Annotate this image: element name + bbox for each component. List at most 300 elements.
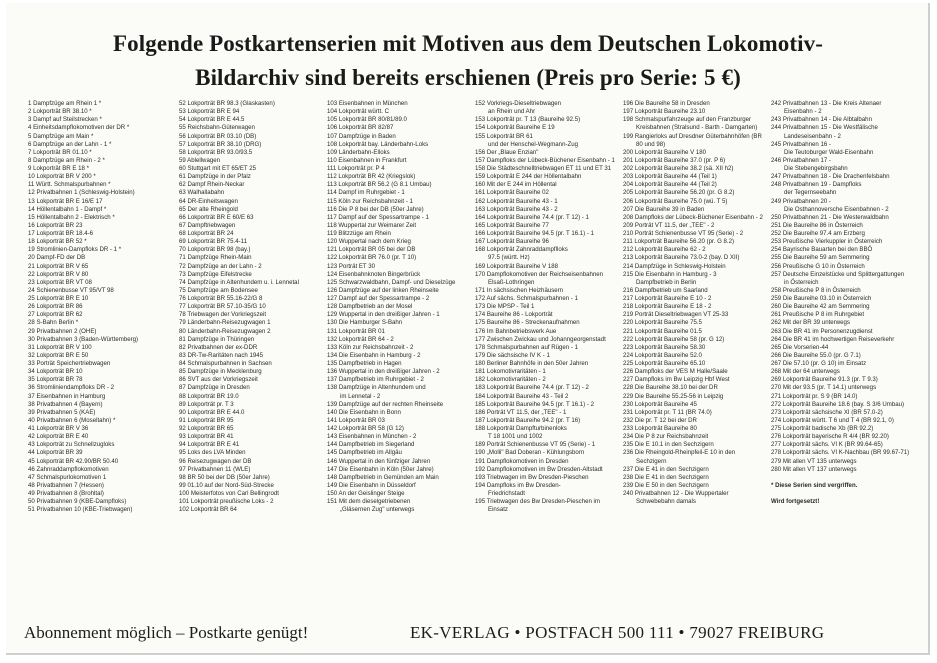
series-item: 80 und 98) xyxy=(636,140,666,148)
series-item: 244 Privatbahnen 15 - Die Westfälische xyxy=(771,124,878,132)
series-item: 160 Mit der E 244 im Höllental xyxy=(475,181,557,189)
series-item: 271 Lokporträt pr. S 9 (BR 14.0) xyxy=(771,392,858,400)
series-item: 87 Dampfzüge in Dresden xyxy=(179,384,250,392)
series-item: 32 Lokporträt BR E 50 xyxy=(28,351,89,359)
series-item: 153 Lokporträt pr. T 13 (Baureihe 92.5) xyxy=(475,116,581,124)
series-item: 249 Privatbahnen 20 - xyxy=(771,197,831,205)
series-item: 155 Lokporträt BR 61 xyxy=(475,132,533,140)
series-item: 175 Baureihe 86 - Streckenaufnahmen xyxy=(475,319,580,327)
series-item: 161 Lokporträt Baureihe 02 xyxy=(475,189,549,197)
series-item: 250 Privatbahnen 21 - Die Westerwaldbahn xyxy=(771,213,889,221)
series-item: 264 Die BR 41 im hochwertigen Reiseverkehr xyxy=(771,335,895,343)
series-item: 74 Dampfzüge in Altenhundem u. i. Lennetal xyxy=(179,278,299,286)
series-list xyxy=(28,100,908,620)
series-item: 205 Lokporträt Baureihe 56.20 (pr. G 8.2) xyxy=(623,189,735,197)
series-item: 146 Wuppertal in den fünfziger Jahren xyxy=(327,457,431,465)
series-item: 231 Lokporträt pr. T 11 (BR 74.0) xyxy=(623,408,712,416)
series-item: 182 Lokomotivraritäten - 2 xyxy=(475,376,546,384)
series-item: 224 Lokporträt Baureihe 52.0 xyxy=(623,351,702,359)
series-item: 31 Lokporträt BR V 100 xyxy=(28,343,92,351)
series-item: der Tegernseebahn xyxy=(784,189,837,197)
series-item: 162 Lokporträt Baureihe 43 - 1 xyxy=(475,197,558,205)
series-item: 25 Lokporträt BR E 10 xyxy=(28,295,89,302)
series-item: 188 Lokporträt Dampfturbinenloks xyxy=(475,425,567,432)
series-item: 71 Dampfzüge Rhein-Main xyxy=(179,254,252,262)
series-item: 127 Dampf auf der Spessartrampe - 2 xyxy=(327,295,430,302)
series-item: im Lennetal - 2 xyxy=(340,392,381,400)
series-item: Dampfbetrieb in Berlin xyxy=(636,278,697,286)
series-item: 164 Lokporträt Baureihe 74.4 (pr. T 12) - 1 xyxy=(475,213,589,221)
series-item: 167 Lokporträt Baureihe 96 xyxy=(475,238,549,246)
series-item: in Österreich xyxy=(784,278,819,286)
series-item: 186 Porträt VT 11.5, der „TEE" - 1 xyxy=(475,408,567,416)
series-item: 81 Dampfzüge in Thüringen xyxy=(179,335,255,343)
series-item: 73 Dampfzüge Eifelstrecke xyxy=(179,270,252,278)
series-item: 111 Lokporträt pr. P 4 xyxy=(327,165,385,172)
series-item: 30 Privatbahnen 3 (Baden-Württemberg) xyxy=(28,335,139,343)
series-item: 79 Länderbahn-Reisezugwagen 1 xyxy=(179,319,271,327)
series-item: 42 Lokporträt BR E 40 xyxy=(28,433,89,441)
series-item: 177 Zwischen Zwickau und Johanngeorgenstadt xyxy=(475,335,606,343)
series-item: 2 Lokporträt BR 38.10 * xyxy=(28,108,92,116)
series-item: 123 Porträt ET 30 xyxy=(327,262,375,270)
series-item: 253 Preußische Vierkuppler in Österreich xyxy=(771,238,883,246)
series-item: 226 Dampfloks der VES M Halle/Saale xyxy=(623,368,728,376)
series-item: 130 Die Hamburger S-Bahn xyxy=(327,319,403,327)
series-item: 183 Lokporträt Baureihe 74.4 (pr. T 12) - 2 xyxy=(475,384,589,392)
series-item: 19 Stromlinien-Dampfloks DR - 1 * xyxy=(28,246,122,254)
series-item: 26 Lokporträt BR 86 xyxy=(28,303,83,311)
series-item: 265 Die Vorserien-44 xyxy=(771,343,829,351)
series-item: 246 Privatbahnen 17 - xyxy=(771,156,831,164)
series-item: 70 Lokporträt BR 98 (bay.) xyxy=(179,246,251,254)
series-item: 61 Dampfzüge in der Pfalz xyxy=(179,173,251,181)
series-item: 232 Die pr. T 12 bei der DR xyxy=(623,416,697,424)
series-item: 85 Dampfzüge in Mecklenburg xyxy=(179,368,262,376)
series-item: 11 Württ. Schmalspurbahnen * xyxy=(28,181,111,189)
series-item: 218 Lokporträt Baureihe E 18 - 2 xyxy=(623,303,712,311)
series-item: 78 Triebwagen der Vorkriegszeit xyxy=(179,311,267,319)
series-item: 262 Mit der BR 39 unterwegs xyxy=(771,319,850,327)
series-item: 273 Lokporträt sächsische XI (BR 57.0-2) xyxy=(771,408,883,416)
series-item: 173 Die MPSP - Teil 1 xyxy=(475,303,535,311)
series-item: 225 Lokporträt Baureihe 65.10 xyxy=(623,360,706,367)
series-item: 216 Dampfbetrieb um Saarland xyxy=(623,286,708,294)
series-item: 72 Dampfzüge an der Lahn - 2 xyxy=(179,262,262,270)
series-item: 220 Lokporträt Baureihe 75.5 xyxy=(623,319,702,327)
series-item: 207 Die Baureihe 39 in Baden xyxy=(623,205,705,213)
series-item: 209 Porträt VT 11.5, der „TEE" - 2 xyxy=(623,221,715,229)
series-item: 148 Dampfbetrieb in Gemünden am Main xyxy=(327,473,439,481)
series-item: 179 Die sächsische IV K - 1 xyxy=(475,351,550,359)
series-item: 41 Lokporträt BR V 36 xyxy=(28,425,89,432)
series-item: 229 Die Baureihe 55.25-56 in Leipzig xyxy=(623,392,724,400)
series-item: 6 Dampfzüge an der Lahn - 1 * xyxy=(28,140,112,148)
series-item: 84 Schmalspurbahnen in Sachsen xyxy=(179,360,272,367)
series-item: 190 „Molli" Bad Doberan - Kühlungsborn xyxy=(475,449,585,457)
series-item: 34 Lokporträt BR 10 xyxy=(28,368,83,376)
series-item: 202 Lokporträt Baureihe 38.2 (sä. XII h2) xyxy=(623,165,734,172)
spacer xyxy=(771,474,909,482)
series-item: 3 Dampf auf Steilstrecken * xyxy=(28,116,102,124)
series-column-2 xyxy=(179,100,299,514)
heading-line-2: Bildarchiv sind bereits erschienen (Preis pro Serie: 5 €) xyxy=(195,65,741,90)
series-item: 251 Die Baureihe 86 in Österreich xyxy=(771,221,863,229)
series-item: 191 Dampflokomotiven in Dresden xyxy=(475,457,569,465)
series-item: 20 Dampf-FD der DB xyxy=(28,254,86,262)
series-item: 103 Eisenbahnen in München xyxy=(327,100,408,107)
series-item: 8 Dampfzüge am Rhein - 2 * xyxy=(28,156,105,164)
series-item: 242 Privatbahnen 13 - Die Kreis Altenaer xyxy=(771,100,882,107)
series-item: 212 Lokporträt Baureihe 62 - 2 xyxy=(623,246,706,254)
series-item: 184 Lokporträt Baureihe 43 - Teil 2 xyxy=(475,392,569,400)
series-item: 10 Lokporträt BR V 200 * xyxy=(28,173,96,181)
series-item: 247 Privatbahnen 18 - Die Drachenfelsbahn xyxy=(771,173,890,181)
series-item: 90 Lokporträt BR E 44.0 xyxy=(179,408,245,416)
series-item: 54 Lokporträt BR E 44.5 xyxy=(179,116,245,124)
series-item: „Gläsernen Zug" unterwegs xyxy=(340,506,415,514)
series-item: 55 Reichsbahn-Güterwagen xyxy=(179,124,255,132)
series-item: 36 Stromliniendampfloks DR - 2 xyxy=(28,384,115,392)
series-item: 236 Die Rheingold-Rheinpfeil-E 10 in den xyxy=(623,449,736,457)
series-item: 194 Dampfloks im Bw Dresden- xyxy=(475,481,561,489)
series-item: 97.5 (württ. Hz) xyxy=(488,254,530,262)
series-item: 234 Die P 8 zur Reichsbahnzeit xyxy=(623,433,709,441)
series-item: 230 Lokporträt Baureihe 45 xyxy=(623,400,697,408)
series-item: 99 01.10 auf der Nord-Süd-Strecke xyxy=(179,481,274,489)
series-item: 269 Lokporträt Baureihe 91.3 (pr. T 9.3) xyxy=(771,376,878,384)
series-item: 57 Lokporträt BR 38.10 (DRG) xyxy=(179,140,262,148)
series-item: 93 Lokporträt BR 41 xyxy=(179,433,234,441)
series-item: 274 Lokporträt württ. T 6 und T 4 (BR 92.1, 0) xyxy=(771,416,894,424)
series-item: 92 Lokporträt BR 65 xyxy=(179,425,234,432)
series-item: 185 Lokporträt Baureihe 94.5 (pr. T 16.1) - 2 xyxy=(475,400,595,408)
series-item: 43 Lokporträt zu Schnellzugloks xyxy=(28,441,115,449)
series-item: 126 Dampfzüge auf der linken Rheinseite xyxy=(327,286,439,294)
series-item: 62 Dampf Rhein-Neckar xyxy=(179,181,245,189)
series-item: 16 Lokporträt BR 23 xyxy=(28,221,83,229)
series-item: 122 Lokporträt BR 76.0 (pr. T 10) xyxy=(327,254,417,262)
series-item: 197 Lokporträt Baureihe 23.10 xyxy=(623,108,706,116)
series-item: 172 Auf sächs. Schmalspurbahnen - 1 xyxy=(475,295,578,302)
series-item: Elsaß-Lothringen xyxy=(488,278,535,286)
series-item: 44 Lokporträt BR 39 xyxy=(28,449,83,457)
series-item: 243 Privatbahnen 14 - Die Albtalbahn xyxy=(771,116,872,124)
series-item: 267 Die 57.10 (pr. G 10) im Einsatz xyxy=(771,360,867,367)
series-item: 181 Lokomotivraritäten - 1 xyxy=(475,368,546,376)
series-item: Einsatz xyxy=(488,506,508,514)
series-item: 187 Lokporträt Baureihe 94.2 (pr. T 16) xyxy=(475,416,581,424)
series-item: 4 Einheitsdampflokomotiven der DR * xyxy=(28,124,130,132)
series-item: 237 Die E 41 in den Sechzigern xyxy=(623,465,709,473)
series-item: 86 SVT aus der Vorkriegszeit xyxy=(179,376,258,384)
series-item: 193 Triebwagen im Bw Dresden-Pieschen xyxy=(475,473,589,481)
series-item: 89 Lokporträt pr. T 3 xyxy=(179,400,234,408)
series-item: 124 Eisenbahnknoten Bingerbrück xyxy=(327,270,421,278)
series-item: 115 Köln zur Reichsbahnzeit - 1 xyxy=(327,197,413,205)
series-item: 248 Privatbahnen 19 - Dampfloks xyxy=(771,181,862,189)
series-item: 75 Dampfzüge am Bodensee xyxy=(179,286,258,294)
series-column-6 xyxy=(771,100,909,506)
series-item: 121 Lokporträt BR 05 bei der DB xyxy=(327,246,416,254)
series-item: Landeseisenbahn - 2 xyxy=(784,132,841,140)
series-item: 12 Privatbahnen 1 (Schleswig-Holstein) xyxy=(28,189,135,197)
series-item: 24 Schienenbusse VT 95/VT 98 xyxy=(28,286,114,294)
series-item: 66 Lokporträt BR E 60/E 63 xyxy=(179,213,254,221)
series-item: 261 Preußische P 8 im Ruhrgebiet xyxy=(771,311,865,319)
series-item: 280 Mit allen VT 137 unterwegs xyxy=(771,465,857,473)
series-item: 192 Dampflokomotiven im Bw Dresden-Altstadt xyxy=(475,465,603,473)
series-item: 195 Triebwagen des Bw Dresden-Pieschen im xyxy=(475,498,600,506)
series-item: 112 Lokporträt BR 42 (Kriegslok) xyxy=(327,173,416,181)
series-item: 5 Dampfzüge am Main * xyxy=(28,132,94,140)
series-item: 163 Lokporträt Baureihe 43 - 2 xyxy=(475,205,558,213)
subscription-note: Abonnement möglich – Postkarte genügt! xyxy=(24,623,309,642)
series-item: 200 Lokporträt Baureihe V 180 xyxy=(623,148,707,156)
series-item: 132 Lokporträt BR 64 - 2 xyxy=(327,335,394,343)
series-item: 134 Die Eisenbahn in Hamburg - 2 xyxy=(327,351,421,359)
series-item: 28 S-Bahn Berlin * xyxy=(28,319,79,327)
series-item: 117 Dampf auf der Spessartrampe - 1 xyxy=(327,213,429,221)
series-item: 131 Lokporträt BR 01 xyxy=(327,327,385,335)
series-item: 233 Lokporträt Baureihe 80 xyxy=(623,425,697,432)
series-item: 196 Die Baureihe 58 in Dresden xyxy=(623,100,710,107)
series-item: 88 Lokporträt BR 19.0 xyxy=(179,392,239,400)
list-note: * Diese Serien sind vergriffen. xyxy=(771,481,858,489)
series-item: Schwebebahn damals xyxy=(636,498,696,506)
series-item: 170 Dampflokomotiven der Reichseisenbahnen xyxy=(475,270,604,278)
series-item: 157 Dampfloks der Lübeck-Büchener Eisenbahn - 1 xyxy=(475,156,615,164)
series-column-4 xyxy=(475,100,615,514)
series-item: 208 Dampfloks der Lübeck-Büchener Eisenbahn - 2 xyxy=(623,213,763,221)
postcard-list-sheet xyxy=(6,3,930,655)
series-item: 278 Lokporträt sächs. VI K-Nachbau (BR 99.67-71) xyxy=(771,449,910,457)
series-column-5 xyxy=(623,100,763,506)
series-item: 165 Lokporträt Baureihe 77 xyxy=(475,221,549,229)
series-column-1 xyxy=(28,100,138,514)
series-item: 38 Privatbahnen 4 (Bayern) xyxy=(28,400,103,408)
series-item: 145 Dampfbetrieb im Allgäu xyxy=(327,449,402,457)
series-item: 69 Lokporträt BR 75.4-11 xyxy=(179,238,247,246)
series-item: 260 Die Baureihe 42 am Semmering xyxy=(771,303,870,311)
series-item: 114 Dampf im Ruhrgebiet - 1 xyxy=(327,189,405,197)
series-item: 108 Lokporträt bay. Länderbahn-Loks xyxy=(327,140,429,148)
series-item: 149 Die Eisenbahn in Düsseldorf xyxy=(327,481,416,489)
series-item: 137 Dampfbetrieb im Ruhrgebiet - 2 xyxy=(327,376,424,384)
series-item: 129 Wuppertal in den dreißiger Jahren - 1 xyxy=(327,311,440,319)
series-item: 100 Meisterfotos von Carl Bellingrodt xyxy=(179,490,279,497)
series-item: 211 Lokporträt Baureihe 56.20 (pr. G 8.2) xyxy=(623,238,734,246)
series-item: 263 Die BR 41 im Personenzugdienst xyxy=(771,327,873,335)
series-item: 140 Die Eisenbahn in Bonn xyxy=(327,408,401,416)
series-item: 14 Höllentalbahn 1 - Dampf * xyxy=(28,205,107,213)
series-item: 118 Wuppertal zur Weimarer Zeit xyxy=(327,221,417,229)
series-item: 189 Porträt Schienenbusse VT 95 (Serie) - 1 xyxy=(475,441,596,449)
series-item: 29 Privatbahnen 2 (OHE) xyxy=(28,327,97,335)
series-item: 219 Porträt Dieseltriebwagen VT 25-33 xyxy=(623,311,729,319)
series-item: 7 Lokporträt BR 01.10 * xyxy=(28,148,92,156)
series-item: 235 Die E 10.1 in den Sechzigern xyxy=(623,441,714,449)
series-item: 266 Die Baureihe 55.0 (pr. G 7.1) xyxy=(771,351,861,359)
series-item: 133 Köln zur Reichsbahnzeit - 2 xyxy=(327,343,414,351)
series-item: 240 Privatbahnen 12 - Die Wuppertaler xyxy=(623,490,729,497)
series-item: 270 Mit der 93.5 (pr. T 14.1) unterwegs xyxy=(771,384,877,392)
series-item: 259 Die Baureihe 03.10 in Österreich xyxy=(771,295,872,302)
series-item: 256 Preußische G 10 in Österreich xyxy=(771,262,865,270)
series-item: 46 Zahnraddampflokomotiven xyxy=(28,465,109,473)
series-item: 272 Lokporträt Baureihe 18.6 (bay. S 3/6 Umbau) xyxy=(771,400,905,408)
series-item: Friedrichstadt xyxy=(488,490,525,497)
series-item: 107 Dampfzüge in Baden xyxy=(327,132,396,140)
series-item: 178 Schmalspurbahnen auf Rügen - 1 xyxy=(475,343,578,351)
series-item: 166 Lokporträt Baureihe 94.5 (pr. T 16.1) - 1 xyxy=(475,230,595,237)
series-item: 158 Die Städteschnelltriebwagen ET 11 und ET 31 xyxy=(475,165,612,172)
series-item: 143 Eisenbahnen in München - 2 xyxy=(327,433,417,441)
series-item: 169 Lokporträt Baureihe V 188 xyxy=(475,262,559,270)
series-item: 22 Lokporträt BR V 80 xyxy=(28,270,89,278)
series-item: 80 Länderbahn-Reisezugwagen 2 xyxy=(179,327,271,335)
series-item: 180 Berliner Bahnhöfe in den 50er Jahren xyxy=(475,360,589,367)
series-item: 141 Lokporträt BR 03 xyxy=(327,416,385,424)
series-item: 144 Dampfbetrieb im Siegerland xyxy=(327,441,415,449)
series-item: 77 Lokporträt BR 57.10-35/G 10 xyxy=(179,303,266,311)
series-item: 142 Lokporträt BR 58 (G 12) xyxy=(327,425,404,432)
series-item: 9 Lokporträt BR E 18 * xyxy=(28,165,89,172)
series-item: 257 Deutsche Einzelstücke und Splittergattungen xyxy=(771,270,905,278)
series-item: T 18 1001 und 1002 xyxy=(488,433,543,441)
series-item: 35 Lokporträt BR 78 xyxy=(28,376,83,384)
series-item: 17 Lokporträt BR 18.4-6 xyxy=(28,230,94,237)
series-item: 109 Länderbahn-Elloks xyxy=(327,148,390,156)
series-item: 255 Die Baureihe 59 am Semmering xyxy=(771,254,870,262)
series-item: 252 Die Baureihe 97.4 am Erzberg xyxy=(771,230,865,237)
series-item: 39 Privatbahnen 5 (KAE) xyxy=(28,408,96,416)
series-column-3 xyxy=(327,100,455,514)
series-item: 65 Der alte Rheingold xyxy=(179,205,238,213)
series-item: 217 Lokporträt Baureihe E 10 - 2 xyxy=(623,295,712,302)
series-item: 40 Privatbahnen 6 (Moseltahn) * xyxy=(28,416,116,424)
series-item: 176 Im Bahnbetriebswerk Aue xyxy=(475,327,557,335)
series-item: 198 Schmalspurfahrzeuge auf den Franzburger xyxy=(623,116,752,124)
series-item: 63 Walhallabahn xyxy=(179,189,225,197)
series-item: 52 Lokporträt BR 98.3 (Glaskasten) xyxy=(179,100,275,107)
series-item: 223 Lokporträt Baureihe 58.30 xyxy=(623,343,706,351)
series-item: 37 Eisenbahnen in Hamburg xyxy=(28,392,106,400)
series-item: 113 Lokporträt BR 56.2 (G 8.1 Umbau) xyxy=(327,181,432,189)
series-item: 214 Dampfzüge in Schleswig-Holstein xyxy=(623,262,726,270)
series-item: 18 Lokporträt BR 52 * xyxy=(28,238,87,246)
series-item: 60 Stuttgart mit ET 65/ET 25 xyxy=(179,165,257,172)
series-item: 277 Lokporträt sächs. VI K (BR 99.64-65) xyxy=(771,441,883,449)
series-item: 275 Lokporträt badische Xb (BR 92.2) xyxy=(771,425,874,432)
series-item: 139 Dampfzüge auf der rechten Rheinseite xyxy=(327,400,444,408)
series-item: 199 Rangierloks auf Dresdner Güterbahnhöfen (BR xyxy=(623,132,762,140)
series-item: 48 Privatbahnen 7 (Hessen) xyxy=(28,481,104,489)
series-item: 156 Der „Blaue Enzian" xyxy=(475,148,539,156)
series-item: 91 Lokporträt BR 95 xyxy=(179,416,234,424)
series-item: 116 Die P 8 bei der DB (50er Jahre) xyxy=(327,205,424,213)
series-item: 136 Wuppertal in den dreißiger Jahren - 2 xyxy=(327,368,440,376)
series-item: 97 Privatbahnen 11 (WLE) xyxy=(179,465,251,473)
series-item: 210 Porträt Schienenbusse VT 95 (Serie) - 2 xyxy=(623,230,744,237)
series-item: 254 Bayrische Bauarten bei den BBÖ xyxy=(771,246,873,254)
series-item: 206 Lokporträt Baureihe 75.0 (wü. T 5) xyxy=(623,197,728,205)
series-item: 128 Dampfbetrieb an der Mosel xyxy=(327,303,413,311)
series-item: Die Teutoburger Wald-Eisenbahn xyxy=(784,148,874,156)
series-item: 152 Vorkriegs-Dieseltriebwagen xyxy=(475,100,562,107)
series-item: 154 Lokporträt Baureihe E 19 xyxy=(475,124,555,132)
series-item: 174 Baureihe 86 - Lokporträt xyxy=(475,311,553,319)
series-item: 222 Lokporträt Baureihe 58 (pr. G 12) xyxy=(623,335,725,343)
series-item: 258 Preußische P 8 in Österreich xyxy=(771,286,861,294)
series-item: Kreisbahnen (Stralsund - Barth - Damgarten) xyxy=(636,124,758,132)
series-item: 56 Lokporträt BR 03.10 (DB) xyxy=(179,132,257,140)
publisher-address: EK-VERLAG • POSTFACH 500 111 • 79027 FREIBURG xyxy=(410,623,825,642)
series-item: 268 Mit der 64 unterwegs xyxy=(771,368,840,376)
series-item: 120 Wuppertal nach dem Krieg xyxy=(327,238,411,246)
series-item: 203 Lokporträt Baureihe 44 (Teil 1) xyxy=(623,173,717,181)
series-item: Die Osthannoversche Eisenbahnen - 2 xyxy=(784,205,889,213)
series-item: 59 Ablellwagen xyxy=(179,156,220,164)
series-item: 21 Lokporträt BR V 65 xyxy=(28,262,89,270)
series-item: 13 Lokporträt BR E 16/E 17 xyxy=(28,197,103,205)
series-item: 102 Lokporträt BR 64 xyxy=(179,506,237,514)
series-item: 50 Privatbahnen 9 (KBE-Dampfloks) xyxy=(28,498,127,506)
series-item: 83 DR-Tw-Raritäten nach 1945 xyxy=(179,351,263,359)
series-item: 33 Porträt Speichertriebwagen xyxy=(28,360,111,367)
series-item: 82 Privatbahnen der ex-DDR xyxy=(179,343,258,351)
list-note: Wird fortgesetzt! xyxy=(771,498,820,506)
series-item: 221 Lokporträt Baureihe 01.5 xyxy=(623,327,702,335)
series-item: 204 Lokporträt Baureihe 44 (Teil 2) xyxy=(623,181,717,189)
series-item: 58 Lokporträt BR 93.0/93.5 xyxy=(179,148,253,156)
series-item: 101 Lokporträt preußische Loks - 2 xyxy=(179,498,274,506)
series-item: an Rhein und Ahr xyxy=(488,108,536,116)
series-item: 53 Lokporträt BR E 94 xyxy=(179,108,240,116)
series-item: Die Stebengebirgsbahn xyxy=(784,165,848,172)
series-item: 105 Lokporträt BR 80/81/89.0 xyxy=(327,116,407,124)
series-item: Eisenbahn - 2 xyxy=(784,108,822,116)
series-item: 228 Die Baureihe 38.10 bei der DR xyxy=(623,384,718,392)
page-heading xyxy=(6,27,930,95)
series-item: 104 Lokporträt württ. C xyxy=(327,108,389,116)
heading-line-1: Folgende Postkartenserien mit Motiven aus dem Deutschen Lokomotiv- xyxy=(113,31,823,56)
series-item: 106 Lokporträt BR 82/87 xyxy=(327,124,394,132)
series-item: 98 BR 50 bei der DB (50er Jahre) xyxy=(179,473,270,481)
series-item: 110 Eisenbahnen in Frankfurt xyxy=(327,156,407,164)
series-item: 168 Lokporträt Zahnraddampflloks xyxy=(475,246,568,254)
series-item: 213 Lokporträt Baureihe 73.0-2 (bay. D XII) xyxy=(623,254,740,262)
series-item: 279 Mit allen VT 135 unterwegs xyxy=(771,457,857,465)
series-item: 227 Dampfloks im Bw Leipzig Hbf West xyxy=(623,376,730,384)
series-item: 94 Lokporträt BR E 41 xyxy=(179,441,240,449)
series-item: Sechzigern xyxy=(636,457,667,465)
series-item: 67 Dampftriebwagen xyxy=(179,221,236,229)
series-item: 47 Schmalspurlokomotiven 1 xyxy=(28,473,107,481)
series-item: 76 Lokporträt BR 55.16-22/G 8 xyxy=(179,295,263,302)
series-item: 68 Lokporträt BR 24 xyxy=(179,230,234,237)
series-item: 276 Lokporträt bayerische R 4/4 (BR 92.20) xyxy=(771,433,889,441)
series-item: 201 Lokporträt Baureihe 37.0 (pr. P 6) xyxy=(623,156,726,164)
series-item: 245 Privatbahnen 16 - xyxy=(771,140,831,148)
series-item: 159 Lokporträt E 244 der Höllentalbahn xyxy=(475,173,582,181)
series-item: 49 Privatbahnen 8 (Brohltal) xyxy=(28,490,104,497)
series-item: 171 In sächsischen Heizhäusern xyxy=(475,286,564,294)
series-item: 1 Dampfzüge am Rhein 1 * xyxy=(28,100,102,107)
series-item: 45 Lokporträt BR 42.90/BR 50.40 xyxy=(28,457,119,465)
series-item: 15 Höllentalbahn 2 - Elektrisch * xyxy=(28,213,115,221)
series-item: 238 Die E 41 in den Sechzigern xyxy=(623,473,709,481)
